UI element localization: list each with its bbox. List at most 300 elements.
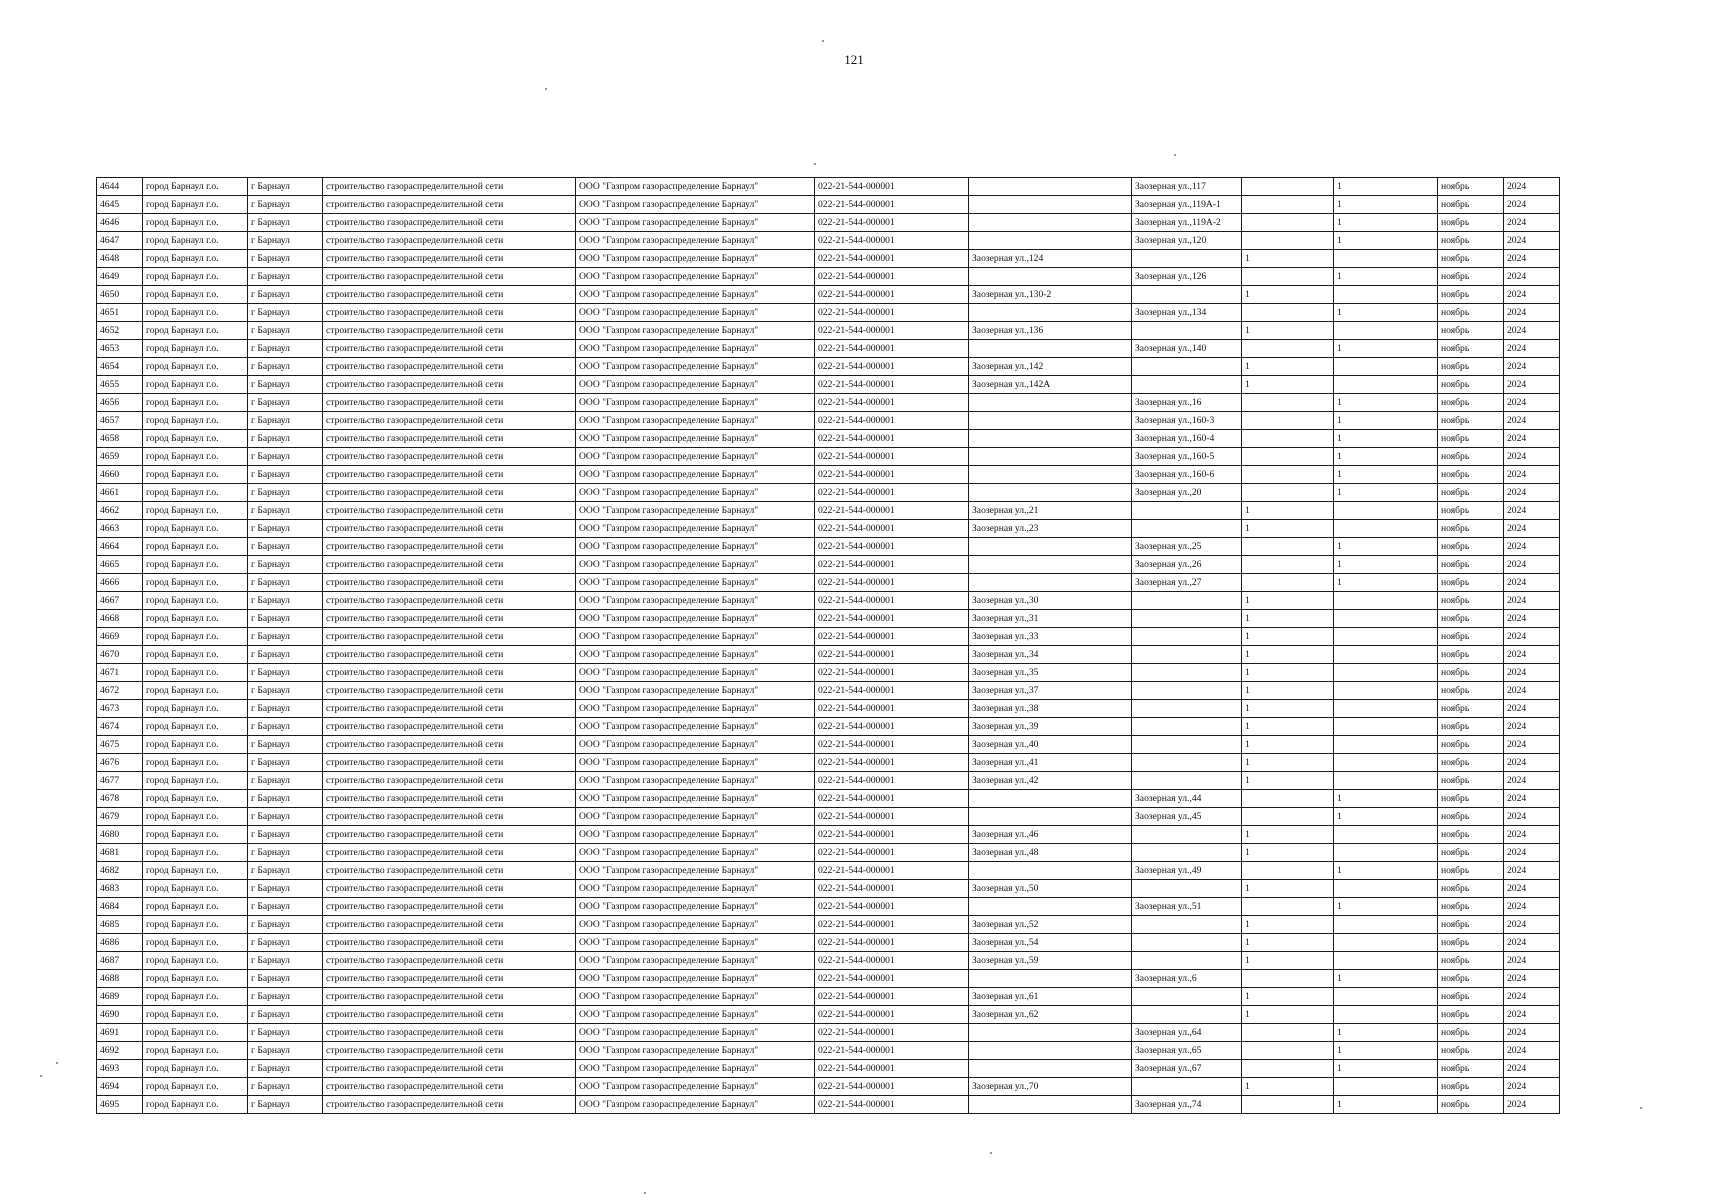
organization-cell: ООО "Газпром газораспределение Барнаул" [576,430,815,448]
month-cell: ноябрь [1438,538,1504,556]
year-cell: 2024 [1504,502,1560,520]
municipality-cell: город Барнаул г.о. [143,1078,248,1096]
quantity-cell [1242,448,1334,466]
settlement-cell: г Барнаул [248,178,323,196]
address-alt-cell: Заозерная ул.,49 [1132,862,1242,880]
organization-cell: ООО "Газпром газораспределение Барнаул" [576,304,815,322]
year-cell: 2024 [1504,754,1560,772]
year-cell: 2024 [1504,196,1560,214]
settlement-cell: г Барнаул [248,898,323,916]
year-cell: 2024 [1504,592,1560,610]
row-number: 4657 [97,412,143,430]
organization-cell: ООО "Газпром газораспределение Барнаул" [576,754,815,772]
address-cell: Заозерная ул.,37 [969,682,1132,700]
settlement-cell: г Барнаул [248,1096,323,1114]
year-cell: 2024 [1504,880,1560,898]
quantity-cell [1242,538,1334,556]
table-row [97,484,1560,502]
year-cell: 2024 [1504,1060,1560,1078]
row-number: 4685 [97,916,143,934]
municipality-cell: город Барнаул г.о. [143,988,248,1006]
municipality-cell: город Барнаул г.о. [143,484,248,502]
address-cell [969,232,1132,250]
month-cell: ноябрь [1438,394,1504,412]
address-cell [969,214,1132,232]
address-cell [969,574,1132,592]
settlement-cell: г Барнаул [248,376,323,394]
work-type-cell: строительство газораспределительной сети [323,772,576,790]
work-type-cell: строительство газораспределительной сети [323,574,576,592]
organization-cell: ООО "Газпром газораспределение Барнаул" [576,880,815,898]
address-cell: Заозерная ул.,34 [969,646,1132,664]
address-alt-cell [1132,610,1242,628]
municipality-cell: город Барнаул г.о. [143,412,248,430]
address-alt-cell [1132,952,1242,970]
code-cell: 022-21-544-000001 [815,754,969,772]
quantity-cell: 1 [1242,502,1334,520]
settlement-cell: г Барнаул [248,214,323,232]
table-row [97,1060,1560,1078]
quantity-alt-cell [1334,826,1438,844]
year-cell: 2024 [1504,646,1560,664]
quantity-cell: 1 [1242,682,1334,700]
year-cell: 2024 [1504,322,1560,340]
work-type-cell: строительство газораспределительной сети [323,394,576,412]
code-cell: 022-21-544-000001 [815,520,969,538]
table-row [97,448,1560,466]
work-type-cell: строительство газораспределительной сети [323,1096,576,1114]
organization-cell: ООО "Газпром газораспределение Барнаул" [576,808,815,826]
code-cell: 022-21-544-000001 [815,934,969,952]
table-row [97,322,1560,340]
settlement-cell: г Барнаул [248,844,323,862]
quantity-alt-cell [1334,610,1438,628]
municipality-cell: город Барнаул г.о. [143,340,248,358]
month-cell: ноябрь [1438,988,1504,1006]
address-cell: Заозерная ул.,38 [969,700,1132,718]
year-cell: 2024 [1504,484,1560,502]
address-cell: Заозерная ул.,52 [969,916,1132,934]
code-cell: 022-21-544-000001 [815,484,969,502]
work-type-cell: строительство газораспределительной сети [323,250,576,268]
table-row [97,610,1560,628]
address-cell [969,1096,1132,1114]
organization-cell: ООО "Газпром газораспределение Барнаул" [576,286,815,304]
work-type-cell: строительство газораспределительной сети [323,376,576,394]
code-cell: 022-21-544-000001 [815,718,969,736]
work-type-cell: строительство газораспределительной сети [323,448,576,466]
address-alt-cell [1132,700,1242,718]
quantity-cell: 1 [1242,646,1334,664]
address-cell: Заозерная ул.,48 [969,844,1132,862]
address-alt-cell: Заозерная ул.,44 [1132,790,1242,808]
municipality-cell: город Барнаул г.о. [143,808,248,826]
row-number: 4673 [97,700,143,718]
table-row [97,1096,1560,1114]
work-type-cell: строительство газораспределительной сети [323,754,576,772]
settlement-cell: г Барнаул [248,538,323,556]
address-alt-cell: Заозерная ул.,160-6 [1132,466,1242,484]
month-cell: ноябрь [1438,556,1504,574]
settlement-cell: г Барнаул [248,790,323,808]
quantity-cell: 1 [1242,322,1334,340]
address-cell: Заозерная ул.,142А [969,376,1132,394]
quantity-alt-cell: 1 [1334,898,1438,916]
address-cell: Заозерная ул.,130-2 [969,286,1132,304]
address-alt-cell [1132,880,1242,898]
address-cell [969,556,1132,574]
month-cell: ноябрь [1438,880,1504,898]
quantity-cell [1242,178,1334,196]
code-cell: 022-21-544-000001 [815,214,969,232]
row-number: 4688 [97,970,143,988]
code-cell: 022-21-544-000001 [815,898,969,916]
settlement-cell: г Барнаул [248,700,323,718]
page-number: 121 [844,52,864,67]
quantity-cell: 1 [1242,1006,1334,1024]
address-cell: Заозерная ул.,23 [969,520,1132,538]
address-alt-cell: Заозерная ул.,16 [1132,394,1242,412]
code-cell: 022-21-544-000001 [815,862,969,880]
quantity-alt-cell [1334,736,1438,754]
work-type-cell: строительство газораспределительной сети [323,1078,576,1096]
year-cell: 2024 [1504,772,1560,790]
organization-cell: ООО "Газпром газораспределение Барнаул" [576,646,815,664]
work-type-cell: строительство газораспределительной сети [323,628,576,646]
municipality-cell: город Барнаул г.о. [143,322,248,340]
organization-cell: ООО "Газпром газораспределение Барнаул" [576,1006,815,1024]
table-row [97,826,1560,844]
address-cell: Заозерная ул.,40 [969,736,1132,754]
quantity-alt-cell [1334,682,1438,700]
work-type-cell: строительство газораспределительной сети [323,412,576,430]
quantity-alt-cell [1334,250,1438,268]
code-cell: 022-21-544-000001 [815,286,969,304]
work-type-cell: строительство газораспределительной сети [323,646,576,664]
organization-cell: ООО "Газпром газораспределение Барнаул" [576,520,815,538]
settlement-cell: г Барнаул [248,520,323,538]
row-number: 4650 [97,286,143,304]
quantity-cell [1242,970,1334,988]
organization-cell: ООО "Газпром газораспределение Барнаул" [576,862,815,880]
quantity-cell [1242,808,1334,826]
table-row [97,880,1560,898]
code-cell: 022-21-544-000001 [815,772,969,790]
code-cell: 022-21-544-000001 [815,844,969,862]
row-number: 4655 [97,376,143,394]
work-type-cell: строительство газораспределительной сети [323,592,576,610]
code-cell: 022-21-544-000001 [815,340,969,358]
table-row [97,556,1560,574]
table-row [97,1024,1560,1042]
municipality-cell: город Барнаул г.о. [143,916,248,934]
code-cell: 022-21-544-000001 [815,502,969,520]
work-type-cell: строительство газораспределительной сети [323,952,576,970]
quantity-cell: 1 [1242,376,1334,394]
address-cell [969,862,1132,880]
settlement-cell: г Барнаул [248,628,323,646]
address-cell [969,1024,1132,1042]
work-type-cell: строительство газораспределительной сети [323,682,576,700]
table-row [97,808,1560,826]
address-alt-cell: Заозерная ул.,160-3 [1132,412,1242,430]
year-cell: 2024 [1504,556,1560,574]
month-cell: ноябрь [1438,286,1504,304]
organization-cell: ООО "Газпром газораспределение Барнаул" [576,700,815,718]
organization-cell: ООО "Газпром газораспределение Барнаул" [576,664,815,682]
organization-cell: ООО "Газпром газораспределение Барнаул" [576,610,815,628]
table-row [97,772,1560,790]
row-number: 4679 [97,808,143,826]
municipality-cell: город Барнаул г.о. [143,1024,248,1042]
month-cell: ноябрь [1438,754,1504,772]
organization-cell: ООО "Газпром газораспределение Барнаул" [576,682,815,700]
organization-cell: ООО "Газпром газораспределение Барнаул" [576,484,815,502]
year-cell: 2024 [1504,790,1560,808]
work-type-cell: строительство газораспределительной сети [323,718,576,736]
table-row [97,196,1560,214]
month-cell: ноябрь [1438,502,1504,520]
year-cell: 2024 [1504,898,1560,916]
municipality-cell: город Барнаул г.о. [143,1006,248,1024]
settlement-cell: г Барнаул [248,1042,323,1060]
table-row [97,934,1560,952]
work-type-cell: строительство газораспределительной сети [323,1060,576,1078]
table-row [97,520,1560,538]
work-type-cell: строительство газораспределительной сети [323,1006,576,1024]
settlement-cell: г Барнаул [248,340,323,358]
code-cell: 022-21-544-000001 [815,664,969,682]
address-cell [969,1042,1132,1060]
code-cell: 022-21-544-000001 [815,466,969,484]
row-number: 4648 [97,250,143,268]
work-type-cell: строительство газораспределительной сети [323,214,576,232]
table-row [97,466,1560,484]
code-cell: 022-21-544-000001 [815,646,969,664]
address-cell [969,970,1132,988]
row-number: 4680 [97,826,143,844]
quantity-alt-cell [1334,502,1438,520]
organization-cell: ООО "Газпром газораспределение Барнаул" [576,952,815,970]
address-cell [969,898,1132,916]
settlement-cell: г Барнаул [248,664,323,682]
quantity-cell: 1 [1242,988,1334,1006]
municipality-cell: город Барнаул г.о. [143,448,248,466]
address-cell: Заозерная ул.,142 [969,358,1132,376]
quantity-alt-cell: 1 [1334,862,1438,880]
code-cell: 022-21-544-000001 [815,610,969,628]
municipality-cell: город Барнаул г.о. [143,718,248,736]
quantity-alt-cell: 1 [1334,1042,1438,1060]
month-cell: ноябрь [1438,1042,1504,1060]
code-cell: 022-21-544-000001 [815,808,969,826]
year-cell: 2024 [1504,808,1560,826]
organization-cell: ООО "Газпром газораспределение Барнаул" [576,898,815,916]
row-number: 4690 [97,1006,143,1024]
month-cell: ноябрь [1438,898,1504,916]
table-row [97,1006,1560,1024]
quantity-alt-cell: 1 [1334,466,1438,484]
address-alt-cell [1132,718,1242,736]
settlement-cell: г Барнаул [248,970,323,988]
table-row [97,628,1560,646]
month-cell: ноябрь [1438,916,1504,934]
code-cell: 022-21-544-000001 [815,556,969,574]
organization-cell: ООО "Газпром газораспределение Барнаул" [576,412,815,430]
code-cell: 022-21-544-000001 [815,538,969,556]
organization-cell: ООО "Газпром газораспределение Барнаул" [576,196,815,214]
month-cell: ноябрь [1438,340,1504,358]
quantity-alt-cell: 1 [1334,1096,1438,1114]
month-cell: ноябрь [1438,250,1504,268]
address-alt-cell: Заозерная ул.,74 [1132,1096,1242,1114]
year-cell: 2024 [1504,718,1560,736]
table-row [97,970,1560,988]
quantity-cell: 1 [1242,916,1334,934]
address-cell: Заозерная ул.,31 [969,610,1132,628]
work-type-cell: строительство газораспределительной сети [323,934,576,952]
table-row [97,376,1560,394]
municipality-cell: город Барнаул г.о. [143,898,248,916]
month-cell: ноябрь [1438,178,1504,196]
code-cell: 022-21-544-000001 [815,196,969,214]
work-type-cell: строительство газораспределительной сети [323,988,576,1006]
quantity-cell [1242,790,1334,808]
address-alt-cell [1132,628,1242,646]
month-cell: ноябрь [1438,1024,1504,1042]
settlement-cell: г Барнаул [248,736,323,754]
address-alt-cell: Заозерная ул.,160-4 [1132,430,1242,448]
address-alt-cell: Заозерная ул.,160-5 [1132,448,1242,466]
quantity-cell [1242,898,1334,916]
year-cell: 2024 [1504,358,1560,376]
row-number: 4689 [97,988,143,1006]
address-cell: Заозерная ул.,61 [969,988,1132,1006]
month-cell: ноябрь [1438,448,1504,466]
work-type-cell: строительство газораспределительной сети [323,790,576,808]
address-cell [969,448,1132,466]
row-number: 4681 [97,844,143,862]
scan-speck [56,1062,58,1064]
table-row [97,268,1560,286]
year-cell: 2024 [1504,250,1560,268]
address-cell [969,268,1132,286]
work-type-cell: строительство газораспределительной сети [323,178,576,196]
work-type-cell: строительство газораспределительной сети [323,358,576,376]
quantity-cell [1242,214,1334,232]
row-number: 4669 [97,628,143,646]
year-cell: 2024 [1504,862,1560,880]
settlement-cell: г Барнаул [248,718,323,736]
address-cell [969,466,1132,484]
table-row [97,592,1560,610]
month-cell: ноябрь [1438,592,1504,610]
row-number: 4694 [97,1078,143,1096]
organization-cell: ООО "Газпром газораспределение Барнаул" [576,376,815,394]
quantity-alt-cell: 1 [1334,232,1438,250]
table-row [97,952,1560,970]
code-cell: 022-21-544-000001 [815,430,969,448]
table-body [97,178,1560,1114]
work-type-cell: строительство газораспределительной сети [323,664,576,682]
table-row [97,286,1560,304]
settlement-cell: г Барнаул [248,232,323,250]
quantity-alt-cell: 1 [1334,556,1438,574]
organization-cell: ООО "Газпром газораспределение Барнаул" [576,250,815,268]
table-row [97,538,1560,556]
work-type-cell: строительство газораспределительной сети [323,1024,576,1042]
quantity-cell: 1 [1242,520,1334,538]
municipality-cell: город Барнаул г.о. [143,358,248,376]
address-alt-cell [1132,358,1242,376]
year-cell: 2024 [1504,394,1560,412]
address-alt-cell: Заозерная ул.,140 [1132,340,1242,358]
municipality-cell: город Барнаул г.о. [143,1060,248,1078]
year-cell: 2024 [1504,376,1560,394]
year-cell: 2024 [1504,466,1560,484]
organization-cell: ООО "Газпром газораспределение Барнаул" [576,988,815,1006]
row-number: 4671 [97,664,143,682]
quantity-cell: 1 [1242,610,1334,628]
quantity-alt-cell [1334,520,1438,538]
table-row [97,250,1560,268]
settlement-cell: г Барнаул [248,934,323,952]
settlement-cell: г Барнаул [248,862,323,880]
code-cell: 022-21-544-000001 [815,628,969,646]
quantity-alt-cell: 1 [1334,304,1438,322]
code-cell: 022-21-544-000001 [815,916,969,934]
month-cell: ноябрь [1438,862,1504,880]
address-alt-cell: Заозерная ул.,119А-2 [1132,214,1242,232]
year-cell: 2024 [1504,1042,1560,1060]
quantity-cell: 1 [1242,826,1334,844]
address-cell: Заозерная ул.,46 [969,826,1132,844]
scan-speck [545,88,547,90]
address-cell [969,340,1132,358]
row-number: 4652 [97,322,143,340]
row-number: 4656 [97,394,143,412]
month-cell: ноябрь [1438,520,1504,538]
settlement-cell: г Барнаул [248,952,323,970]
row-number: 4647 [97,232,143,250]
code-cell: 022-21-544-000001 [815,1096,969,1114]
year-cell: 2024 [1504,286,1560,304]
settlement-cell: г Барнаул [248,808,323,826]
municipality-cell: город Барнаул г.о. [143,790,248,808]
month-cell: ноябрь [1438,484,1504,502]
address-alt-cell [1132,826,1242,844]
municipality-cell: город Барнаул г.о. [143,754,248,772]
address-alt-cell [1132,1078,1242,1096]
code-cell: 022-21-544-000001 [815,574,969,592]
quantity-cell [1242,484,1334,502]
address-cell [969,1060,1132,1078]
settlement-cell: г Барнаул [248,358,323,376]
organization-cell: ООО "Газпром газораспределение Барнаул" [576,592,815,610]
row-number: 4667 [97,592,143,610]
table-row [97,736,1560,754]
organization-cell: ООО "Газпром газораспределение Барнаул" [576,1024,815,1042]
quantity-alt-cell: 1 [1334,412,1438,430]
work-type-cell: строительство газораспределительной сети [323,916,576,934]
work-type-cell: строительство газораспределительной сети [323,970,576,988]
work-type-cell: строительство газораспределительной сети [323,610,576,628]
year-cell: 2024 [1504,538,1560,556]
municipality-cell: город Барнаул г.о. [143,862,248,880]
row-number: 4683 [97,880,143,898]
row-number: 4649 [97,268,143,286]
organization-cell: ООО "Газпром газораспределение Барнаул" [576,1042,815,1060]
